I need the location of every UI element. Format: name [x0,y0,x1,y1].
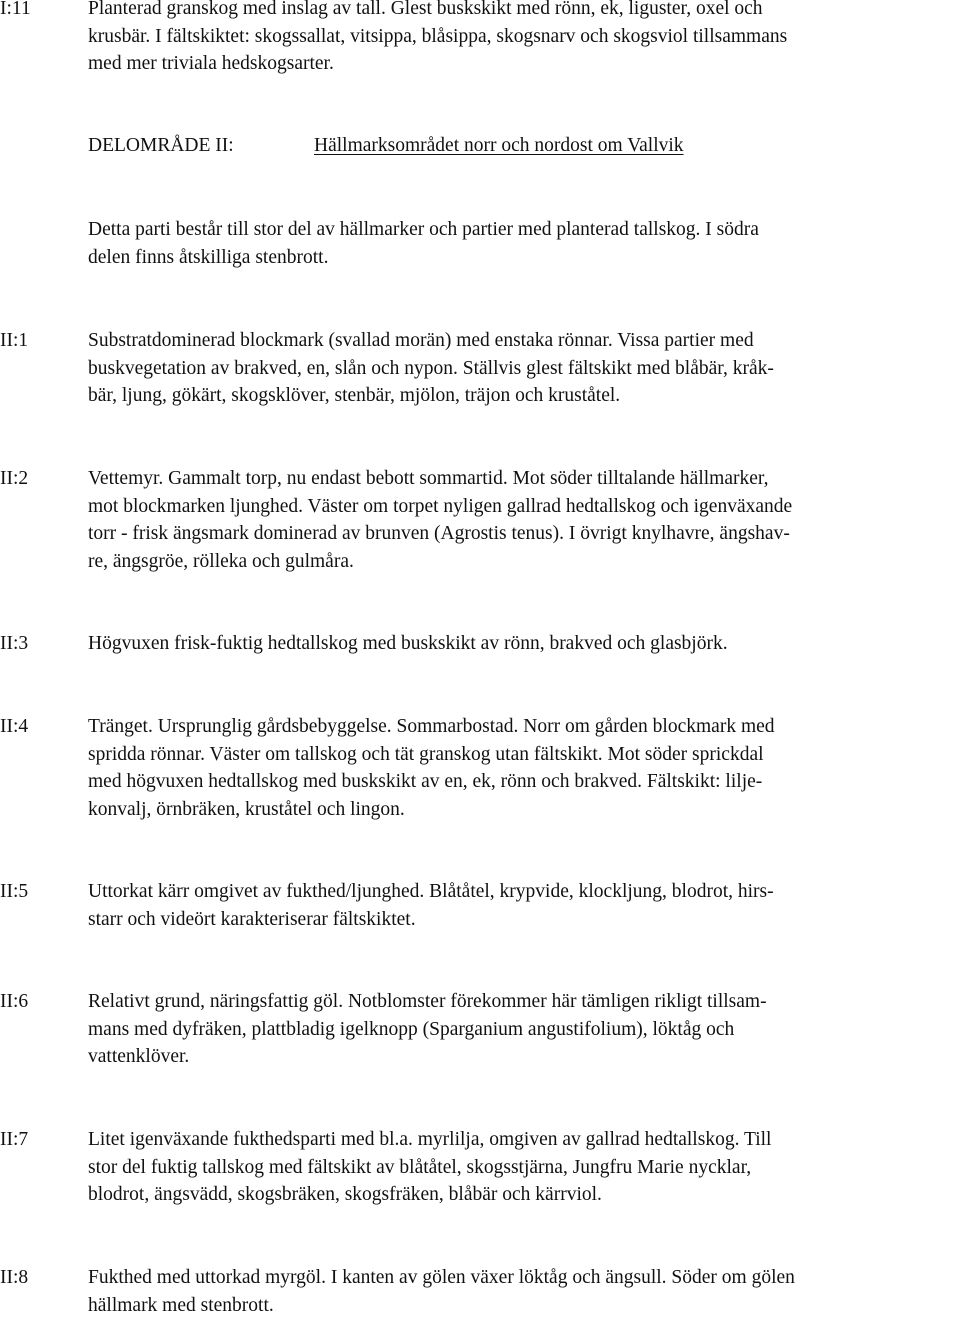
entry-code: II:5 [0,881,29,902]
text-line: med mer triviala hedskogsarter. [88,53,334,75]
text-line: re, ängsgröe, rölleka och gulmåra. [88,550,354,572]
text-line: mans med dyfräken, plattbladig igelknopp (Sparganium angustifolium), löktåg och [88,1018,735,1040]
text-line: Uttorkat kärr omgivet av fukthed/ljunghed. Blåtåtel, krypvide, klockljung, blodrot, hirs- [88,881,774,902]
text-line: starr och videört karakteriserar fältskiktet. [88,908,416,930]
entry-text [88,0,958,78]
entry-text [88,713,958,823]
text-line: bär, ljung, gökärt, skogsklöver, stenbär, mjölon, träjon och kruståtel. [88,385,621,407]
text-line: konvalj, örnbräken, kruståtel och lingon. [88,798,405,820]
text-line: hällmark med stenbrott. [88,1294,274,1316]
entry-code: II:1 [0,330,29,351]
text-line: blodrot, ängsvädd, skogsbräken, skogsfräken, blåbär och kärrviol. [88,1184,602,1206]
text-line: Högvuxen frisk-fuktig hedtallskog med buskskikt av rönn, brakved och glasbjörk. [88,633,728,654]
text-line: Detta parti består till stor del av hällmarker och partier med planterad tallskog. I södra [88,219,759,240]
entry-text [88,1126,958,1209]
text-line: Planterad granskog med inslag av tall. Glest buskskikt med rönn, ek, liguster, oxel och [88,0,763,19]
text-line: spridda rönnar. Väster om tallskog och tät granskog utan fältskikt. Mot söder sprickdal [88,743,764,765]
text-line: stor del fuktig tallskog med fältskikt av blåtåtel, skogsstjärna, Jungfru Marie nycklar, [88,1156,752,1178]
text-line: med högvuxen hedtallskog med buskskikt av en, ek, rönn och brakved. Fältskikt: lilje- [88,771,763,793]
entry-code: II:6 [0,991,29,1012]
text-line: Relativt grund, näringsfattig göl. Notblomster förekommer här tämligen rikligt tillsam- [88,991,767,1012]
entry-text [88,327,958,410]
entry-text [88,878,958,933]
text-line: krusbär. I fältskiktet: skogssallat, vitsippa, blåsippa, skogsnarv och skogsviol tillsammans [88,25,788,47]
entry-code: II:8 [0,1267,29,1288]
section-label: DELOMRÅDE II: [88,135,234,156]
text-line: buskvegetation av brakved, en, slån och nypon. Ställvis glest fältskikt med blåbär, kråk- [88,357,774,379]
text-line: delen finns åtskilliga stenbrott. [88,246,329,268]
text-line: Substratdominerad blockmark (svallad morän) med enstaka rönnar. Vissa partier med [88,330,754,351]
entry-text [88,630,958,658]
entry-text [88,1264,958,1319]
entry-text [88,988,958,1071]
text-line: Vettemyr. Gammalt torp, nu endast bebott sommartid. Mot söder tilltalande hällmarker, [88,468,769,489]
text-line: Fukthed med uttorkad myrgöl. I kanten av gölen växer löktåg och ängsull. Söder om gölen [88,1267,795,1288]
text-line: Litet igenväxande fukthedsparti med bl.a. myrlilja, omgiven av gallrad hedtallskog. Till [88,1129,772,1150]
entry-code: II:2 [0,468,29,489]
text-line: vattenklöver. [88,1046,190,1068]
entry-text [88,465,958,575]
text-line: Tränget. Ursprunglig gårdsbebyggelse. Sommarbostad. Norr om gården blockmark med [88,716,775,737]
entry-code: I:11 [0,0,31,19]
entry-code: II:4 [0,716,29,737]
section-intro-text [88,216,958,271]
entry-code: II:7 [0,1129,29,1150]
section-title: Hällmarksområdet norr och nordost om Vallvik [314,135,684,156]
entry-code: II:3 [0,633,29,654]
text-line: mot blockmarken ljunghed. Väster om torpet nyligen gallrad hedtallskog och igenväxande [88,495,793,517]
text-line: torr - frisk ängsmark dominerad av brunven (Agrostis tenus). I övrigt knylhavre, ängshav- [88,523,790,545]
